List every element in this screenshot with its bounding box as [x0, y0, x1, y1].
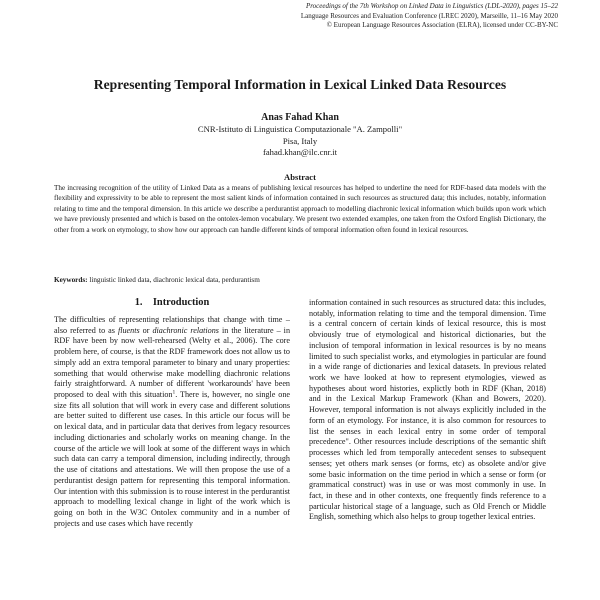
- intro-term-fluents: fluents: [117, 325, 140, 335]
- keywords-label: Keywords:: [54, 276, 88, 284]
- footnote-marker[interactable]: 1: [172, 389, 176, 396]
- keywords-text: linguistic linked data, diachronic lexical data, perdurantism: [89, 276, 260, 284]
- proceedings-header: [258, 2, 558, 31]
- keywords: [54, 275, 546, 285]
- abstract-text: The increasing recognition of the utility of Linked Data as a means of publishing lexical resources has helped to underline the need for RDF-based data models with the flexibility and expressivity to be able to represent the most salient kinds of information contained in such resources as structured data; this includes, notably, information relating to time and the temporal dimension. In this article we describe a perdurantist approach to modelling diachronic lexical information which builds upon work which we have previously presented and which is based on the ontolex-lemon vocabulary. We present two extended examples, one taken from the Oxford English Dictionary, the other from a work on etymology, to show how our approach can handle different kinds of temporal information often found in lexical resources.: [54, 184, 546, 234]
- body-column-left: [54, 315, 290, 600]
- intro-text-part2: in the literature – in RDF have been by now well-rehearsed (Welty et al., 2006). The core problem here, of course, is that the RDF framework does not allow us to simply add an extra temporal parameter to binary and unary properties: something that would otherwise make modelling diachronic relations fairly straightforward. A number of different 'workarounds' have been proposed to deal with this situation: [54, 325, 290, 400]
- header-line-conference: Language Resources and Evaluation Conference (LREC 2020), Marseille, 11–16 May 2020: [300, 11, 558, 20]
- section-heading-introduction: [54, 297, 290, 308]
- author-block: [0, 111, 600, 159]
- author-email[interactable]: fahad.khan@ilc.cnr.it: [262, 147, 337, 158]
- body-column-right: [309, 298, 546, 600]
- intro-text-or: or: [139, 325, 153, 335]
- intro-text-part3: . There is, however, no single one size fits all solution that will work in every case and different solutions are better suited to different use cases. In this article our focus will be on lexical data, and in particular data that derives from legacy resources including dictionaries and scholarly works on meaning change. In the course of the article we will look at some of the different ways in which such data can carry a temporal dimension, including indirectly, through the use of citations and attestations. We will then propose the use of a perdurantist design pattern for representing this temporal information. Our intention with this submission is to rouse interest in the perdurantist approach to modelling lexical change in light of the work which is going on both in the W3C Ontolex community and in a number of projects and use cases which have recently: [54, 390, 290, 528]
- author-name: Anas Fahad Khan: [261, 112, 339, 123]
- author-location: Pisa, Italy: [282, 135, 318, 146]
- paper-title: Representing Temporal Information in Lexical Linked Data Resources: [93, 77, 507, 92]
- abstract-heading: Abstract: [284, 172, 316, 182]
- intro-term-diachronic-relations: diachronic relations: [152, 325, 219, 335]
- intro-text-right: information contained in such resources as structured data: this includes, notably, information relating to time and the temporal dimension. Time is a central concern of certain kinds of lexical resource, this is most obviously true of etymological and historical dictionaries, but the inclusion of temporal information in lexical resources is by no means limited to such specialist works, and etymologies in particular are found in a wide range of dictionaries and lexical datasets. In previous related work we have looked at how to represent etymologies, viewed as hypotheses about word histories, explictly both in RDF (Khan, 2018) and in the Lexical Markup Framework (Khan and Bowers, 2020). However, temporal information is not always explicitly included in the form of an etymology. For instance, it is also common for resources to list the senses in each lexical entry in some order of temporal precedence". Other resources include descriptions of the semantic shift processes which led from temporally antecedent senses to subsequent senses; yet others mark senses (or forms, etc) as obsolete and/or give some basic information on the time period in which a sense or form (or grammatical construct) was in use or was most commonly in use. In fact, in these and in other contexts, one frequently finds reference to a particular historical stage of a language, such as Old French or Middle English, something which also helps to group together lexical entries.: [309, 298, 546, 522]
- section-heading-text: 1. Introduction: [134, 297, 210, 308]
- author-affiliation: CNR-Istituto di Linguistica Computazionale "A. Zampolli": [197, 124, 403, 134]
- intro-text-part1: The difficulties of representing relationships that change with time – also referred to as: [54, 315, 290, 335]
- header-line-license: © European Language Resources Association (ELRA), licensed under CC-BY-NC: [326, 21, 558, 30]
- header-line-proceedings: Proceedings of the 7th Workshop on Linked Data in Linguistics (LDL-2020), pages 15–22: [305, 2, 558, 10]
